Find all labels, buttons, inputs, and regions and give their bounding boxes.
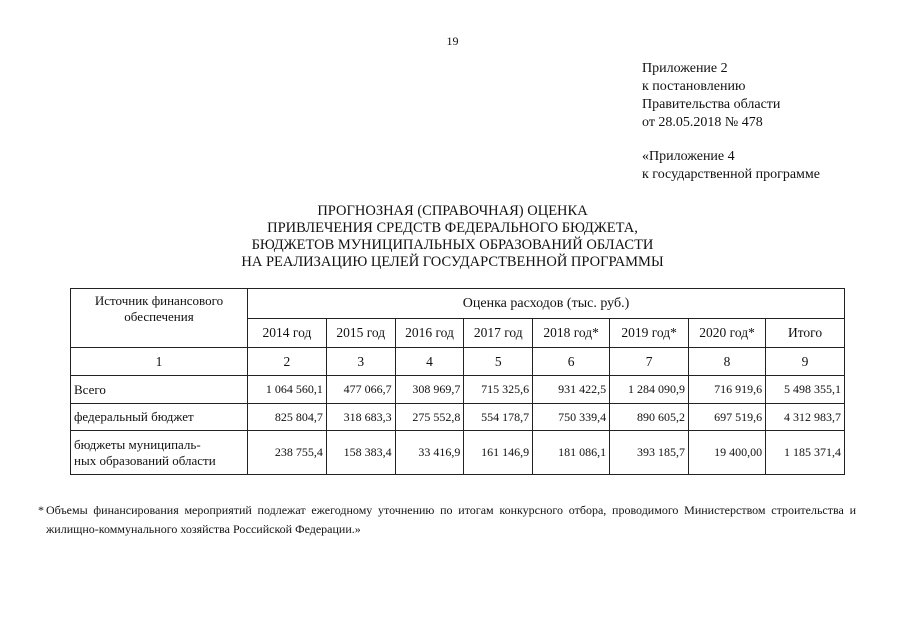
table-cell: 318 683,3 [326, 404, 395, 431]
title-line: НА РЕАЛИЗАЦИЮ ЦЕЛЕЙ ГОСУДАРСТВЕННОЙ ПРОГРАММЫ [241, 254, 664, 270]
table-cell: 5 498 355,1 [766, 376, 845, 404]
attachment-line: Правительства области [642, 97, 781, 112]
table-row [71, 431, 845, 475]
attachment-line: от 28.05.2018 № 478 [642, 115, 763, 130]
table-cell: 715 325,6 [464, 376, 533, 404]
column-index: 6 [533, 348, 610, 376]
table-cell: 308 969,7 [395, 376, 464, 404]
title-line: БЮДЖЕТОВ МУНИЦИПАЛЬНЫХ ОБРАЗОВАНИЙ ОБЛАСТИ [251, 237, 654, 253]
table-cell: 161 146,9 [464, 431, 533, 475]
table-cell: 825 804,7 [248, 404, 327, 431]
footnote-text: Объемы финансирования мероприятий подлежат ежегодному уточнению по итогам конкурсного отбора, проводимого Министерством строительства и жилищно-коммунального хозяйства Российской Федерации.» [46, 503, 856, 536]
table-cell: 890 605,2 [610, 404, 689, 431]
year-header: 2020 год* [689, 319, 766, 348]
table-cell: 554 178,7 [464, 404, 533, 431]
column-index: 9 [766, 348, 845, 376]
year-header: 2019 год* [610, 319, 689, 348]
table-cell: 393 185,7 [610, 431, 689, 475]
attachment-line: «Приложение 4 [642, 149, 735, 164]
table-cell: 931 422,5 [533, 376, 610, 404]
attachment-line: Приложение 2 [642, 61, 728, 76]
expense-header: Оценка расходов (тыс. руб.) [248, 289, 845, 319]
column-index: 4 [395, 348, 464, 376]
row-label: Всего [71, 376, 248, 404]
column-index: 5 [464, 348, 533, 376]
row-label-line: бюджеты муниципаль- [74, 436, 201, 452]
year-header: 2018 год* [533, 319, 610, 348]
attachment-block [642, 60, 780, 132]
attachment-line: к государственной программе [642, 167, 820, 182]
footnote-mark: * [38, 503, 44, 517]
footnote [38, 501, 856, 539]
table-cell: 33 416,9 [395, 431, 464, 475]
year-header: 2017 год [464, 319, 533, 348]
table-cell: 238 755,4 [248, 431, 327, 475]
attachment-block-2 [642, 148, 820, 184]
row-label [71, 431, 248, 475]
table-cell: 19 400,00 [689, 431, 766, 475]
table-cell: 1 284 090,9 [610, 376, 689, 404]
table-row [71, 376, 845, 404]
table-cell: 716 919,6 [689, 376, 766, 404]
column-index: 8 [689, 348, 766, 376]
page-number: 19 [446, 34, 459, 48]
table-cell: 4 312 983,7 [766, 404, 845, 431]
year-header: 2015 год [326, 319, 395, 348]
attachment-line: к постановлению [642, 79, 746, 94]
table-row [71, 404, 845, 431]
table-cell: 477 066,7 [326, 376, 395, 404]
table-cell: 697 519,6 [689, 404, 766, 431]
table-cell: 1 064 560,1 [248, 376, 327, 404]
row-label: федеральный бюджет [71, 404, 248, 431]
table-cell: 1 185 371,4 [766, 431, 845, 475]
title-line: ПРОГНОЗНАЯ (СПРАВОЧНАЯ) ОЦЕНКА [317, 203, 588, 219]
column-index: 3 [326, 348, 395, 376]
table-cell: 181 086,1 [533, 431, 610, 475]
total-header: Итого [766, 319, 845, 348]
row-label-line: ных образований области [74, 452, 216, 468]
title-line: ПРИВЛЕЧЕНИЯ СРЕДСТВ ФЕДЕРАЛЬНОГО БЮДЖЕТА, [267, 220, 638, 236]
year-header: 2016 год [395, 319, 464, 348]
funding-table [70, 288, 845, 475]
document-title [0, 203, 905, 271]
column-index: 7 [610, 348, 689, 376]
table-cell: 750 339,4 [533, 404, 610, 431]
year-header: 2014 год [248, 319, 327, 348]
source-header: Источник финансового обеспечения [71, 289, 248, 348]
table-cell: 275 552,8 [395, 404, 464, 431]
table-cell: 158 383,4 [326, 431, 395, 475]
column-index: 2 [248, 348, 327, 376]
column-index: 1 [71, 348, 248, 376]
